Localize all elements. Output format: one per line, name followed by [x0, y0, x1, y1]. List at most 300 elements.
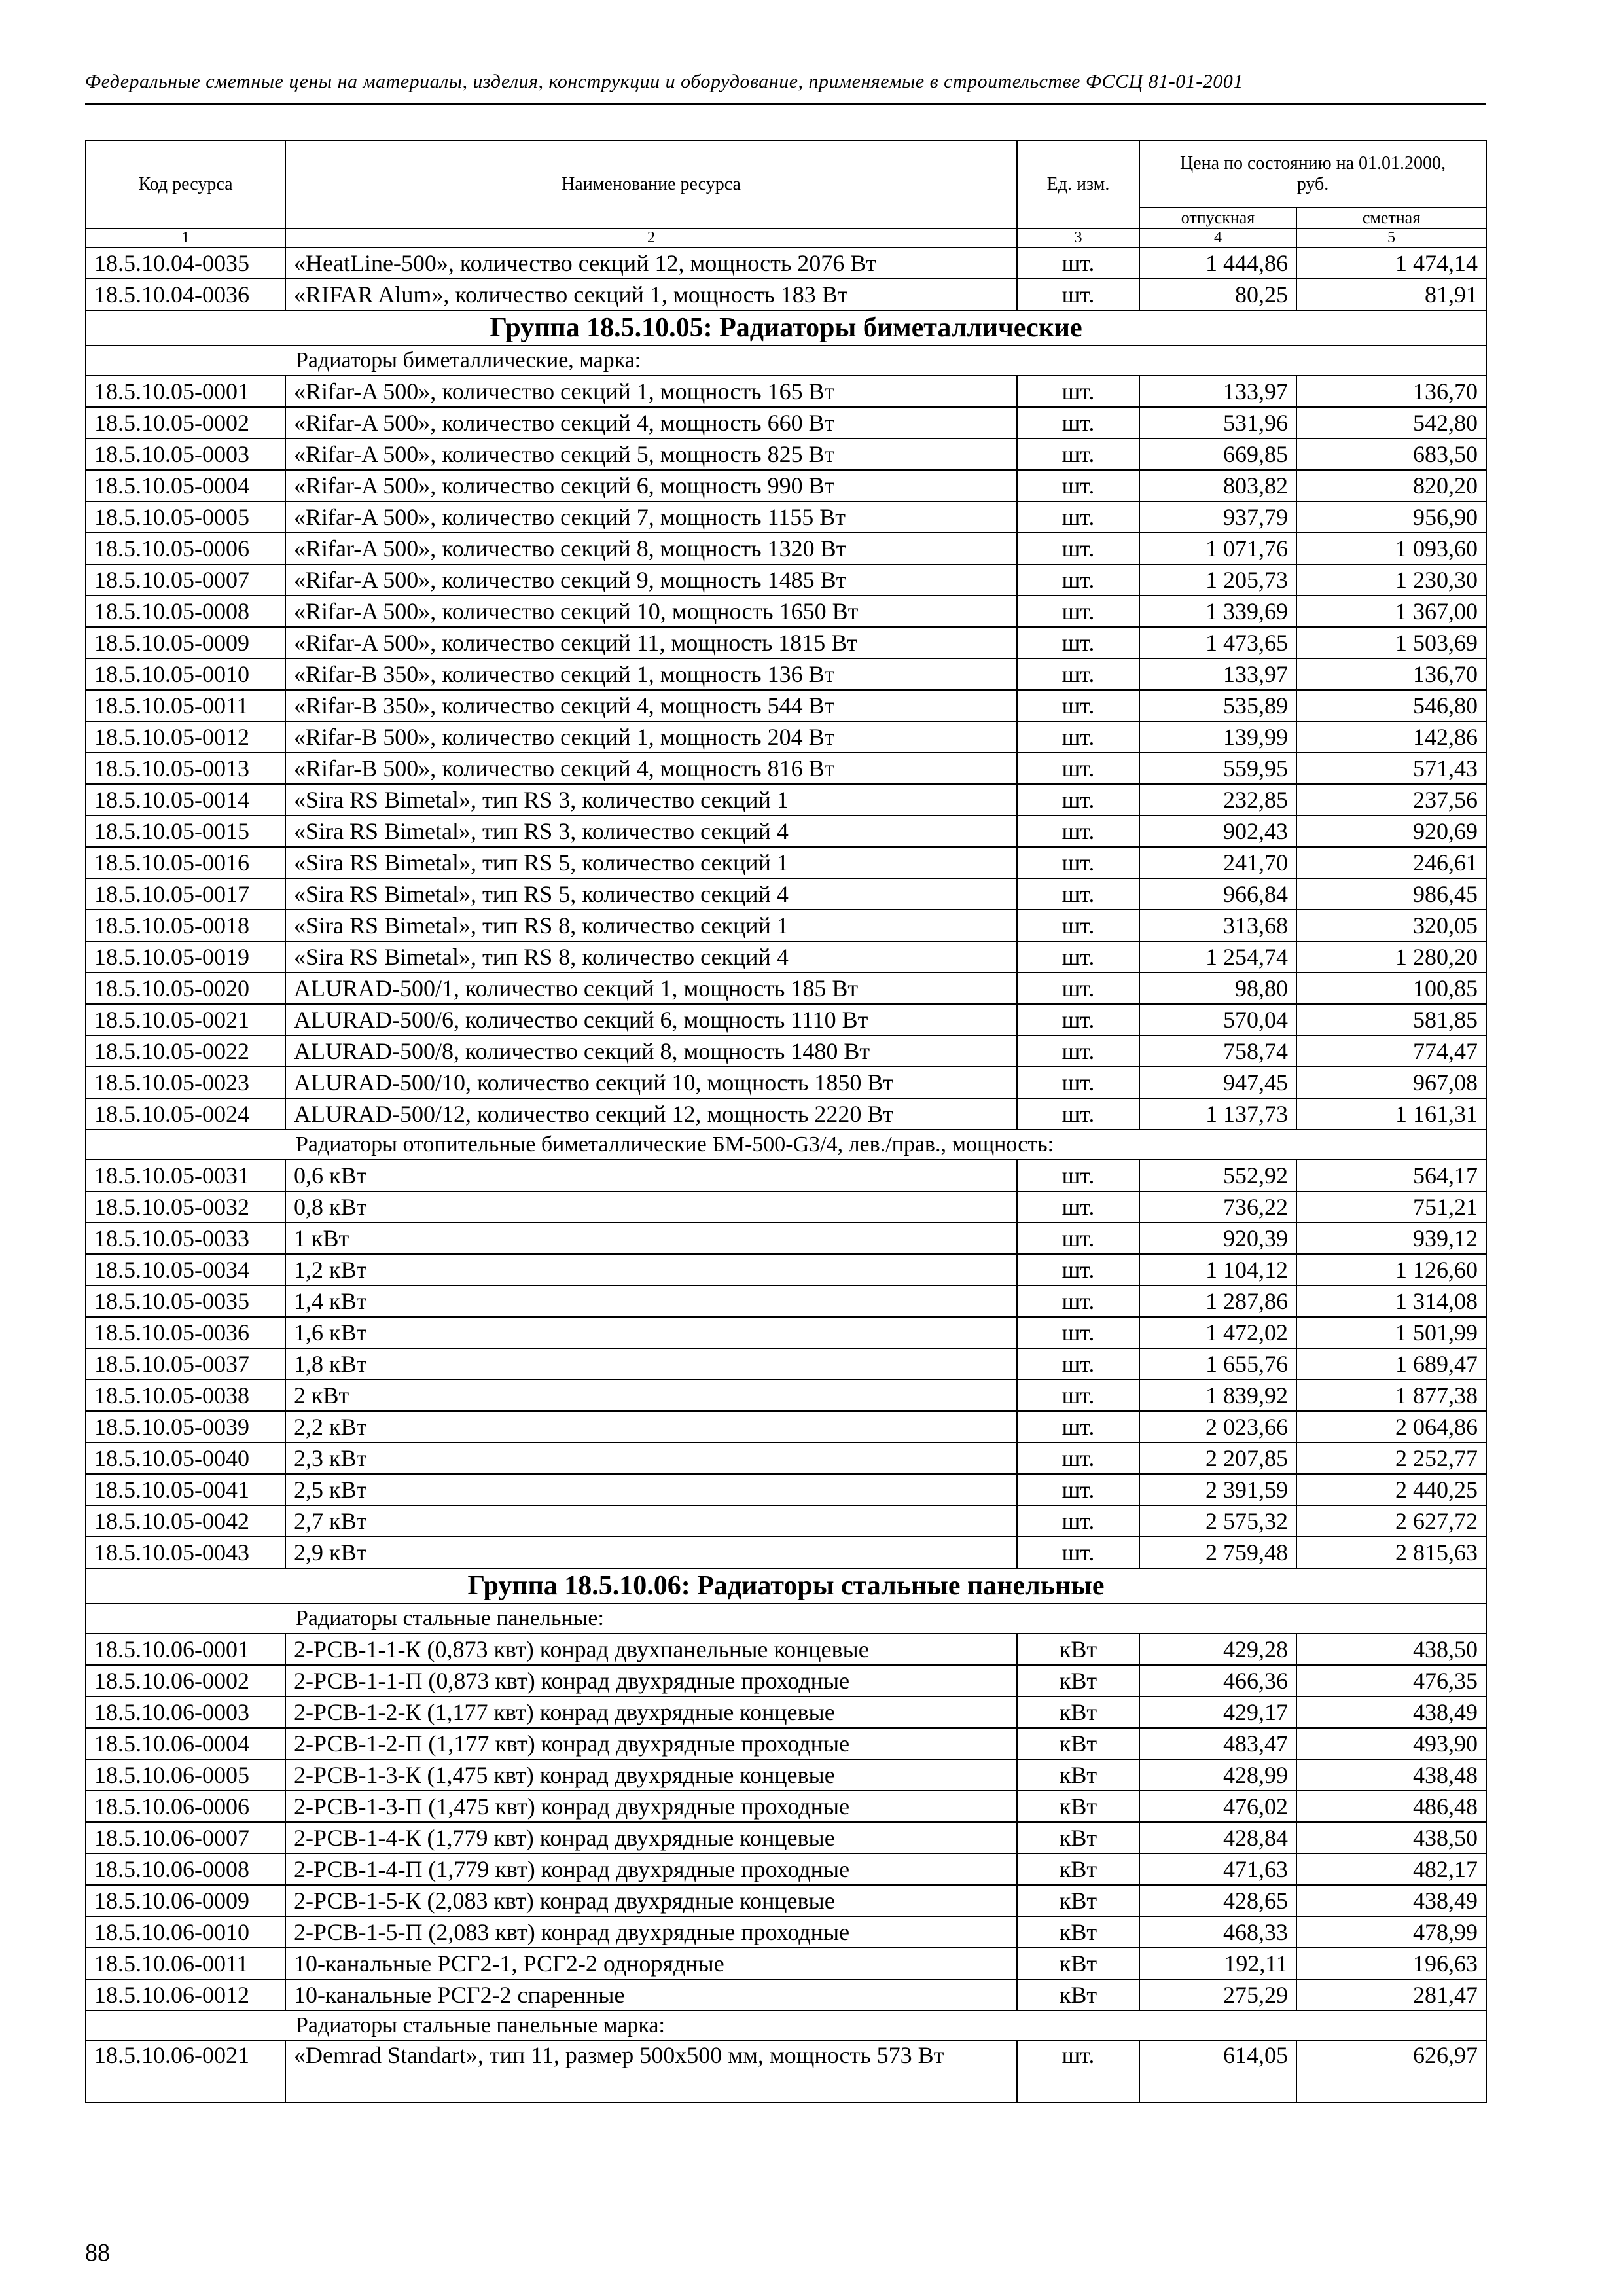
table-row [86, 1537, 1486, 1568]
resource-code: 18.5.10.05-0006 [86, 533, 285, 564]
unit: шт. [1017, 1411, 1139, 1443]
unit: шт. [1017, 439, 1139, 470]
release-price: 2 759,48 [1139, 1537, 1296, 1568]
resource-code: 18.5.10.05-0003 [86, 439, 285, 470]
resource-name: ALURAD-500/6, количество секций 6, мощность 1110 Вт [285, 1004, 1017, 1035]
resource-code: 18.5.10.04-0036 [86, 279, 285, 310]
resource-code: 18.5.10.05-0008 [86, 596, 285, 627]
estimate-price: 1 367,00 [1296, 596, 1486, 627]
estimate-price: 81,91 [1296, 279, 1486, 310]
estimate-price: 581,85 [1296, 1004, 1486, 1035]
resource-code: 18.5.10.05-0042 [86, 1505, 285, 1537]
resource-name: «Rifar-A 500», количество секций 1, мощность 165 Вт [285, 376, 1017, 407]
table-row [86, 1696, 1486, 1728]
resource-code: 18.5.10.05-0024 [86, 1098, 285, 1130]
unit: шт. [1017, 1067, 1139, 1098]
release-price: 1 339,69 [1139, 596, 1296, 627]
estimate-price: 196,63 [1296, 1948, 1486, 1979]
release-price: 192,11 [1139, 1948, 1296, 1979]
resource-code: 18.5.10.04-0035 [86, 247, 285, 279]
resource-name: 10-канальные РСГ2-1, РСГ2-2 однорядные [285, 1948, 1017, 1979]
unit: кВт [1017, 1916, 1139, 1948]
release-price: 476,02 [1139, 1791, 1296, 1822]
release-price: 232,85 [1139, 784, 1296, 816]
release-price: 80,25 [1139, 279, 1296, 310]
resource-code: 18.5.10.05-0043 [86, 1537, 285, 1568]
resource-name: 0,6 кВт [285, 1160, 1017, 1191]
unit: кВт [1017, 1791, 1139, 1822]
table-row [86, 279, 1486, 310]
unit: шт. [1017, 1380, 1139, 1411]
release-price: 428,84 [1139, 1822, 1296, 1854]
estimate-price: 774,47 [1296, 1035, 1486, 1067]
unit: кВт [1017, 1948, 1139, 1979]
estimate-price: 683,50 [1296, 439, 1486, 470]
release-price: 275,29 [1139, 1979, 1296, 2011]
estimate-price: 542,80 [1296, 407, 1486, 439]
release-price: 2 391,59 [1139, 1474, 1296, 1505]
unit: шт. [1017, 1254, 1139, 1285]
table-row [86, 1067, 1486, 1098]
col-number: 2 [285, 228, 1017, 247]
resource-name: «Rifar-A 500», количество секций 6, мощность 990 Вт [285, 470, 1017, 501]
resource-name: 2,5 кВт [285, 1474, 1017, 1505]
resource-code: 18.5.10.05-0033 [86, 1223, 285, 1254]
resource-name: «Rifar-A 500», количество секций 9, мощность 1485 Вт [285, 564, 1017, 596]
subheading: Радиаторы стальные панельные: [86, 1604, 1486, 1634]
resource-name: «HeatLine-500», количество секций 12, мощность 2076 Вт [285, 247, 1017, 279]
estimate-price: 571,43 [1296, 753, 1486, 784]
resource-name: ALURAD-500/8, количество секций 8, мощность 1480 Вт [285, 1035, 1017, 1067]
release-price: 559,95 [1139, 753, 1296, 784]
resource-code: 18.5.10.06-0012 [86, 1979, 285, 2011]
unit: кВт [1017, 1885, 1139, 1916]
resource-code: 18.5.10.05-0040 [86, 1443, 285, 1474]
resource-name: «Rifar-A 500», количество секций 4, мощность 660 Вт [285, 407, 1017, 439]
resource-name: 2-РСВ-1-4-П (1,779 квт) конрад двухрядные проходные [285, 1854, 1017, 1885]
table-row [86, 1411, 1486, 1443]
estimate-price: 2 440,25 [1296, 1474, 1486, 1505]
table-body [86, 247, 1486, 2102]
resource-name: «Rifar-B 350», количество секций 1, мощность 136 Вт [285, 658, 1017, 690]
unit: шт. [1017, 1474, 1139, 1505]
unit: шт. [1017, 847, 1139, 878]
release-price: 1 071,76 [1139, 533, 1296, 564]
table-row [86, 910, 1486, 941]
unit: шт. [1017, 279, 1139, 310]
estimate-price: 2 064,86 [1296, 1411, 1486, 1443]
resource-code: 18.5.10.06-0003 [86, 1696, 285, 1728]
resource-code: 18.5.10.05-0018 [86, 910, 285, 941]
unit: шт. [1017, 690, 1139, 721]
resource-name: 10-канальные РСГ2-2 спаренные [285, 1979, 1017, 2011]
resource-code: 18.5.10.05-0010 [86, 658, 285, 690]
unit: кВт [1017, 1634, 1139, 1665]
estimate-price: 1 314,08 [1296, 1285, 1486, 1317]
table-row [86, 376, 1486, 407]
resource-name: ALURAD-500/10, количество секций 10, мощность 1850 Вт [285, 1067, 1017, 1098]
table-row [86, 658, 1486, 690]
unit: шт. [1017, 533, 1139, 564]
unit: шт. [1017, 1537, 1139, 1568]
resource-code: 18.5.10.05-0037 [86, 1348, 285, 1380]
unit: кВт [1017, 1822, 1139, 1854]
resource-name: «Sira RS Bimetal», тип RS 3, количество секций 1 [285, 784, 1017, 816]
resource-code: 18.5.10.05-0013 [86, 753, 285, 784]
release-price: 471,63 [1139, 1854, 1296, 1885]
resource-code: 18.5.10.05-0021 [86, 1004, 285, 1035]
group-heading-row [86, 310, 1486, 346]
subheading-row [86, 2011, 1486, 2041]
estimate-price: 1 161,31 [1296, 1098, 1486, 1130]
table-row [86, 1665, 1486, 1696]
resource-code: 18.5.10.05-0032 [86, 1191, 285, 1223]
resource-name: 1,6 кВт [285, 1317, 1017, 1348]
unit: шт. [1017, 1285, 1139, 1317]
release-price: 803,82 [1139, 470, 1296, 501]
release-price: 468,33 [1139, 1916, 1296, 1948]
resource-name: «RIFAR Alum», количество секций 1, мощность 183 Вт [285, 279, 1017, 310]
table-row [86, 1380, 1486, 1411]
estimate-price: 281,47 [1296, 1979, 1486, 2011]
resource-code: 18.5.10.05-0020 [86, 973, 285, 1004]
resource-code: 18.5.10.05-0031 [86, 1160, 285, 1191]
table-row [86, 1317, 1486, 1348]
group-heading-row [86, 1568, 1486, 1604]
resource-name: «Sira RS Bimetal», тип RS 5, количество секций 1 [285, 847, 1017, 878]
table-row [86, 1791, 1486, 1822]
resource-code: 18.5.10.05-0016 [86, 847, 285, 878]
resource-code: 18.5.10.05-0014 [86, 784, 285, 816]
resource-name: 2-РСВ-1-5-К (2,083 квт) конрад двухрядные концевые [285, 1885, 1017, 1916]
col-header-name: Наименование ресурса [285, 141, 1017, 228]
col-number: 3 [1017, 228, 1139, 247]
unit: шт. [1017, 564, 1139, 596]
resource-code: 18.5.10.06-0021 [86, 2041, 285, 2102]
resource-code: 18.5.10.06-0007 [86, 1822, 285, 1854]
subheading: Радиаторы отопительные биметаллические БМ-500-G3/4, лев./прав., мощность: [86, 1130, 1486, 1160]
resource-code: 18.5.10.05-0004 [86, 470, 285, 501]
table-row [86, 973, 1486, 1004]
estimate-price: 956,90 [1296, 501, 1486, 533]
table-row [86, 1474, 1486, 1505]
table-row [86, 1979, 1486, 2011]
resource-name: 2,2 кВт [285, 1411, 1017, 1443]
unit: шт. [1017, 247, 1139, 279]
resource-code: 18.5.10.06-0004 [86, 1728, 285, 1759]
table-row [86, 1728, 1486, 1759]
estimate-price: 100,85 [1296, 973, 1486, 1004]
estimate-price: 476,35 [1296, 1665, 1486, 1696]
table-row [86, 501, 1486, 533]
resource-code: 18.5.10.05-0002 [86, 407, 285, 439]
resource-name: 2-РСВ-1-5-П (2,083 квт) конрад двухрядные проходные [285, 1916, 1017, 1948]
table-row [86, 533, 1486, 564]
release-price: 531,96 [1139, 407, 1296, 439]
table-row [86, 1822, 1486, 1854]
estimate-price: 751,21 [1296, 1191, 1486, 1223]
resource-code: 18.5.10.05-0005 [86, 501, 285, 533]
table-row [86, 847, 1486, 878]
resource-code: 18.5.10.06-0009 [86, 1885, 285, 1916]
subheading: Радиаторы стальные панельные марка: [86, 2011, 1486, 2041]
release-price: 98,80 [1139, 973, 1296, 1004]
col-header-price: Цена по состоянию на 01.01.2000, руб. [1139, 141, 1486, 207]
unit: кВт [1017, 1854, 1139, 1885]
release-price: 133,97 [1139, 658, 1296, 690]
unit: шт. [1017, 910, 1139, 941]
release-price: 483,47 [1139, 1728, 1296, 1759]
release-price: 758,74 [1139, 1035, 1296, 1067]
resource-name: 1,4 кВт [285, 1285, 1017, 1317]
table-row [86, 1916, 1486, 1948]
estimate-price: 438,49 [1296, 1885, 1486, 1916]
resource-code: 18.5.10.06-0011 [86, 1948, 285, 1979]
release-price: 428,99 [1139, 1759, 1296, 1791]
table-row [86, 1223, 1486, 1254]
unit: шт. [1017, 627, 1139, 658]
estimate-price: 1 503,69 [1296, 627, 1486, 658]
unit: шт. [1017, 973, 1139, 1004]
estimate-price: 939,12 [1296, 1223, 1486, 1254]
release-price: 133,97 [1139, 376, 1296, 407]
table-row [86, 753, 1486, 784]
unit: шт. [1017, 1191, 1139, 1223]
resource-name: «Sira RS Bimetal», тип RS 3, количество секций 4 [285, 816, 1017, 847]
resource-name: «Rifar-B 500», количество секций 1, мощность 204 Вт [285, 721, 1017, 753]
release-price: 1 254,74 [1139, 941, 1296, 973]
unit: шт. [1017, 1223, 1139, 1254]
estimate-price: 478,99 [1296, 1916, 1486, 1948]
release-price: 1 472,02 [1139, 1317, 1296, 1348]
running-title: Федеральные сметные цены на материалы, изделия, конструкции и оборудование, применяемые в строительстве ФССЦ 81-01-2001 [85, 71, 1243, 92]
page-number: 88 [85, 2239, 110, 2267]
resource-code: 18.5.10.05-0017 [86, 878, 285, 910]
release-price: 736,22 [1139, 1191, 1296, 1223]
estimate-price: 320,05 [1296, 910, 1486, 941]
estimate-price: 438,50 [1296, 1822, 1486, 1854]
resource-code: 18.5.10.05-0009 [86, 627, 285, 658]
resource-name: 2-РСВ-1-2-К (1,177 квт) конрад двухрядные концевые [285, 1696, 1017, 1728]
table-row [86, 1443, 1486, 1474]
resource-code: 18.5.10.06-0005 [86, 1759, 285, 1791]
resource-name: «Rifar-A 500», количество секций 11, мощность 1815 Вт [285, 627, 1017, 658]
table-row [86, 1854, 1486, 1885]
resource-code: 18.5.10.05-0035 [86, 1285, 285, 1317]
resource-name: 2,3 кВт [285, 1443, 1017, 1474]
resource-code: 18.5.10.06-0010 [86, 1916, 285, 1948]
unit: шт. [1017, 1035, 1139, 1067]
unit: кВт [1017, 1665, 1139, 1696]
subheading-row [86, 1604, 1486, 1634]
release-price: 570,04 [1139, 1004, 1296, 1035]
resource-name: ALURAD-500/1, количество секций 1, мощность 185 Вт [285, 973, 1017, 1004]
table-row [86, 941, 1486, 973]
release-price: 2 207,85 [1139, 1443, 1296, 1474]
resource-name: 1 кВт [285, 1223, 1017, 1254]
subheading-row [86, 346, 1486, 376]
unit: шт. [1017, 1317, 1139, 1348]
estimate-price: 237,56 [1296, 784, 1486, 816]
release-price: 947,45 [1139, 1067, 1296, 1098]
resource-code: 18.5.10.06-0006 [86, 1791, 285, 1822]
resource-code: 18.5.10.05-0007 [86, 564, 285, 596]
release-price: 937,79 [1139, 501, 1296, 533]
table-row [86, 721, 1486, 753]
estimate-price: 2 252,77 [1296, 1443, 1486, 1474]
release-price: 429,17 [1139, 1696, 1296, 1728]
estimate-price: 920,69 [1296, 816, 1486, 847]
unit: шт. [1017, 816, 1139, 847]
resource-code: 18.5.10.05-0001 [86, 376, 285, 407]
table-row [86, 1505, 1486, 1537]
unit: шт. [1017, 2041, 1139, 2102]
resource-name: «Rifar-A 500», количество секций 10, мощность 1650 Вт [285, 596, 1017, 627]
resource-code: 18.5.10.05-0034 [86, 1254, 285, 1285]
release-price: 614,05 [1139, 2041, 1296, 2102]
table-row [86, 1348, 1486, 1380]
resource-code: 18.5.10.05-0022 [86, 1035, 285, 1067]
table-row [86, 564, 1486, 596]
estimate-price: 246,61 [1296, 847, 1486, 878]
resource-name: 2 кВт [285, 1380, 1017, 1411]
unit: кВт [1017, 1979, 1139, 2011]
release-price: 1 444,86 [1139, 247, 1296, 279]
unit: шт. [1017, 941, 1139, 973]
estimate-price: 1 689,47 [1296, 1348, 1486, 1380]
estimate-price: 986,45 [1296, 878, 1486, 910]
subheading: Радиаторы биметаллические, марка: [86, 346, 1486, 376]
estimate-price: 2 815,63 [1296, 1537, 1486, 1568]
table-row [86, 2041, 1486, 2102]
header-rule [85, 103, 1486, 105]
estimate-price: 493,90 [1296, 1728, 1486, 1759]
resource-name: «Sira RS Bimetal», тип RS 8, количество секций 1 [285, 910, 1017, 941]
estimate-price: 2 627,72 [1296, 1505, 1486, 1537]
release-price: 669,85 [1139, 439, 1296, 470]
resource-code: 18.5.10.05-0011 [86, 690, 285, 721]
col-header-code: Код ресурса [86, 141, 285, 228]
resource-name: 1,2 кВт [285, 1254, 1017, 1285]
resource-name: «Rifar-B 350», количество секций 4, мощность 544 Вт [285, 690, 1017, 721]
unit: кВт [1017, 1696, 1139, 1728]
release-price: 2 575,32 [1139, 1505, 1296, 1537]
unit: шт. [1017, 1348, 1139, 1380]
release-price: 920,39 [1139, 1223, 1296, 1254]
unit: шт. [1017, 1160, 1139, 1191]
resource-name: «Rifar-B 500», количество секций 4, мощность 816 Вт [285, 753, 1017, 784]
resource-name: 2-РСВ-1-2-П (1,177 квт) конрад двухрядные проходные [285, 1728, 1017, 1759]
release-price: 535,89 [1139, 690, 1296, 721]
resource-name: 2-РСВ-1-3-К (1,475 квт) конрад двухрядные концевые [285, 1759, 1017, 1791]
col-number: 5 [1296, 228, 1486, 247]
unit: шт. [1017, 753, 1139, 784]
release-price: 428,65 [1139, 1885, 1296, 1916]
table-row [86, 1634, 1486, 1665]
estimate-price: 438,50 [1296, 1634, 1486, 1665]
unit: шт. [1017, 596, 1139, 627]
resource-code: 18.5.10.06-0002 [86, 1665, 285, 1696]
table-row [86, 470, 1486, 501]
table-row [86, 1191, 1486, 1223]
resource-code: 18.5.10.05-0036 [86, 1317, 285, 1348]
release-price: 552,92 [1139, 1160, 1296, 1191]
release-price: 1 287,86 [1139, 1285, 1296, 1317]
resource-code: 18.5.10.06-0008 [86, 1854, 285, 1885]
estimate-price: 1 280,20 [1296, 941, 1486, 973]
unit: шт. [1017, 878, 1139, 910]
release-price: 1 839,92 [1139, 1380, 1296, 1411]
resource-name: ALURAD-500/12, количество секций 12, мощность 2220 Вт [285, 1098, 1017, 1130]
table-row [86, 247, 1486, 279]
col-number: 4 [1139, 228, 1296, 247]
release-price: 1 104,12 [1139, 1254, 1296, 1285]
unit: шт. [1017, 1004, 1139, 1035]
release-price: 902,43 [1139, 816, 1296, 847]
price-table [85, 140, 1487, 2103]
table-row [86, 816, 1486, 847]
release-price: 466,36 [1139, 1665, 1296, 1696]
table-row [86, 1948, 1486, 1979]
estimate-price: 1 093,60 [1296, 533, 1486, 564]
resource-name: «Demrad Standart», тип 11, размер 500х500 мм, мощность 573 Вт [285, 2041, 1017, 2102]
resource-name: «Sira RS Bimetal», тип RS 5, количество секций 4 [285, 878, 1017, 910]
table-row [86, 1160, 1486, 1191]
table-row [86, 1035, 1486, 1067]
estimate-price: 136,70 [1296, 658, 1486, 690]
table-row [86, 1254, 1486, 1285]
resource-name: «Rifar-A 500», количество секций 5, мощность 825 Вт [285, 439, 1017, 470]
estimate-price: 1 501,99 [1296, 1317, 1486, 1348]
release-price: 966,84 [1139, 878, 1296, 910]
release-price: 241,70 [1139, 847, 1296, 878]
table-row [86, 878, 1486, 910]
estimate-price: 820,20 [1296, 470, 1486, 501]
unit: шт. [1017, 1505, 1139, 1537]
unit: шт. [1017, 501, 1139, 533]
estimate-price: 136,70 [1296, 376, 1486, 407]
estimate-price: 438,49 [1296, 1696, 1486, 1728]
resource-name: 2-РСВ-1-4-К (1,779 квт) конрад двухрядные концевые [285, 1822, 1017, 1854]
release-price: 2 023,66 [1139, 1411, 1296, 1443]
release-price: 1 655,76 [1139, 1348, 1296, 1380]
release-price: 1 473,65 [1139, 627, 1296, 658]
resource-name: 2-РСВ-1-1-К (0,873 квт) конрад двухпанельные концевые [285, 1634, 1017, 1665]
unit: кВт [1017, 1728, 1139, 1759]
group-heading: Группа 18.5.10.06: Радиаторы стальные панельные [86, 1568, 1486, 1604]
estimate-price: 142,86 [1296, 721, 1486, 753]
unit: шт. [1017, 1098, 1139, 1130]
unit: шт. [1017, 658, 1139, 690]
table-row [86, 784, 1486, 816]
resource-code: 18.5.10.05-0039 [86, 1411, 285, 1443]
unit: кВт [1017, 1759, 1139, 1791]
resource-code: 18.5.10.06-0001 [86, 1634, 285, 1665]
resource-code: 18.5.10.05-0012 [86, 721, 285, 753]
resource-code: 18.5.10.05-0023 [86, 1067, 285, 1098]
resource-name: 2,7 кВт [285, 1505, 1017, 1537]
resource-code: 18.5.10.05-0038 [86, 1380, 285, 1411]
estimate-price: 1 230,30 [1296, 564, 1486, 596]
col-header-release: отпускная [1139, 207, 1296, 228]
subheading-row [86, 1130, 1486, 1160]
release-price: 429,28 [1139, 1634, 1296, 1665]
col-number: 1 [86, 228, 285, 247]
resource-name: 1,8 кВт [285, 1348, 1017, 1380]
resource-name: 2-РСВ-1-3-П (1,475 квт) конрад двухрядные проходные [285, 1791, 1017, 1822]
table-row [86, 1004, 1486, 1035]
estimate-price: 438,48 [1296, 1759, 1486, 1791]
